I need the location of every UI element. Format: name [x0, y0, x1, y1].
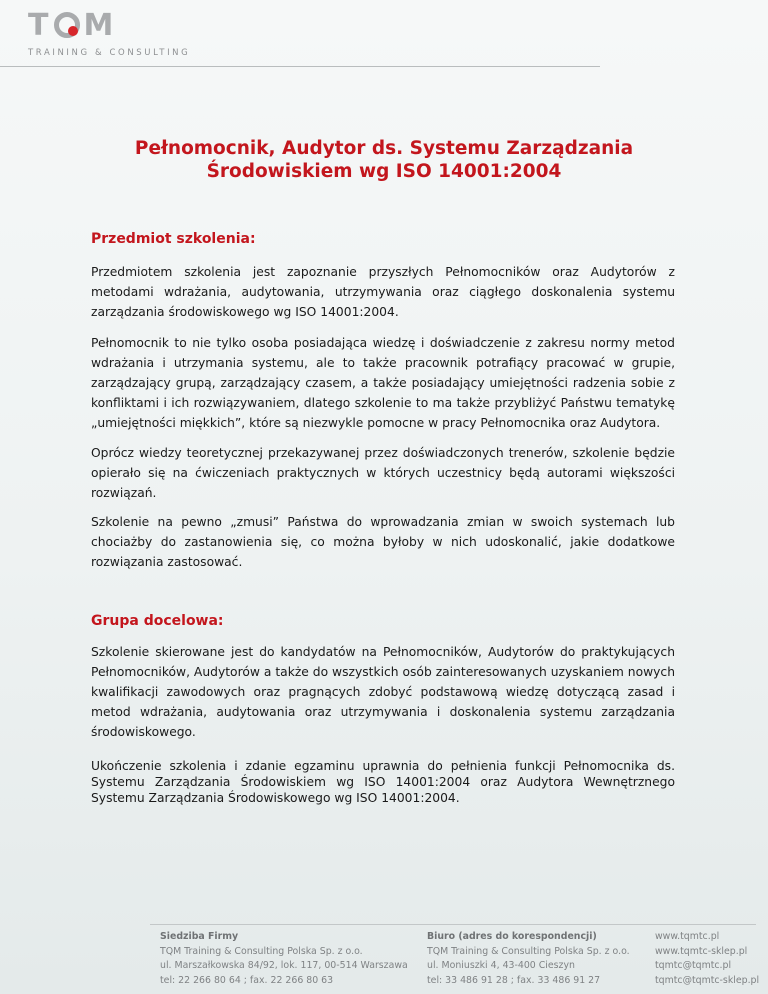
footer-divider [150, 924, 756, 925]
footer-heading: Biuro (adres do korespondencji) [427, 931, 597, 942]
logo-tagline: TRAINING & CONSULTING [28, 48, 191, 58]
paragraph: Szkolenie skierowane jest do kandydatów na Pełnomocników, Audytorów do praktykujących Pełnomocników, Audytorów a także do wszystkich osób zainteresowanych uzyskaniem nowych kwalifikacji zawodowych oraz pragnących zdobyć podstawową wiedzę dotyczącą zasad i metod wdrażania, audytowania oraz utrzymywania i doskonalenia systemu zarządzania środowiskowego. [91, 645, 675, 739]
logo-q-mark [54, 12, 80, 38]
title-line-2: Środowiskiem wg ISO 14001:2004 [206, 161, 562, 182]
section-heading-target-group: Grupa docelowa: [91, 613, 224, 629]
paragraph: Przedmiotem szkolenia jest zapoznanie przyszłych Pełnomocników oraz Audytorów z metodami wdrażania, audytowania, utrzymywania oraz ciągłego doskonalenia systemu zarządzania środowiskowego wg ISO 14001:2004. [91, 265, 675, 319]
footer-heading: Siedziba Firmy [160, 931, 239, 942]
paragraph: Pełnomocnik to nie tylko osoba posiadająca wiedzę i doświadczenie z zakresu normy metod wdrażania i utrzymania systemu, ale to także pracownik potrafiący pracować w grupie, zarządzający grupą, zarządzający czasem, a także posiadający umiejętności radzenia sobie z konfliktami i ich rozwiązywaniem, dlatego szkolenie to ma także przybliżyć Państwu tematykę „umiejętności miękkich”, które są niezwykle pomocne w pracy Pełnomocnika oraz Audytora. [91, 336, 675, 430]
footer-email-link[interactable]: tqmtc@tqmtc.pl [655, 960, 732, 972]
logo-wordmark: T M [28, 8, 119, 43]
company-logo [28, 8, 191, 60]
footer-headquarters [160, 930, 408, 988]
footer-shop-link[interactable]: www.tqmtc-sklep.pl [655, 945, 748, 957]
footer-phones: tel: 22 266 80 64 ; fax. 22 266 80 63 [160, 974, 334, 986]
document-title [60, 137, 708, 183]
paragraph: Szkolenie na pewno „zmusi” Państwa do wprowadzania zmian w swoich systemach lub chociażby do zastanowienia się, co można byłoby w nich udoskonalić, jakie dodatkowe rozwiązania zastosować. [91, 515, 675, 569]
footer-web-contacts [655, 930, 759, 988]
footer-office [427, 930, 630, 988]
footer-shop-email-link[interactable]: tqmtc@tqmtc-sklep.pl [655, 974, 760, 986]
footer-website-link[interactable]: www.tqmtc.pl [655, 931, 720, 942]
title-line-1: Pełnomocnik, Audytor ds. Systemu Zarządzania [134, 138, 634, 159]
paragraph: Ukończenie szkolenia i zdanie egzaminu uprawnia do pełnienia funkcji Pełnomocnika ds. Systemu Zarządzania Środowiskiem wg ISO 14001:2004 oraz Audytora Wewnętrznego Systemu Zarządzania Środowiskowego wg ISO 14001:2004. [91, 759, 675, 805]
footer-phones: tel: 33 486 91 28 ; fax. 33 486 91 27 [427, 974, 601, 986]
header-divider [0, 66, 600, 67]
footer-address: ul. Moniuszki 4, 43-400 Cieszyn [427, 960, 575, 972]
footer-company: TQM Training & Consulting Polska Sp. z o.o. [160, 945, 363, 957]
paragraph: Oprócz wiedzy teoretycznej przekazywanej przez doświadczonych trenerów, szkolenie będzie opierało się na ćwiczeniach praktycznych w których uczestnicy będą autorami większości rozwiązań. [91, 446, 675, 500]
footer-address: ul. Marszałkowska 84/92, lok. 117, 00-514 Warszawa [160, 960, 408, 972]
footer-company: TQM Training & Consulting Polska Sp. z o.o. [427, 945, 630, 957]
section-heading-subject: Przedmiot szkolenia: [91, 231, 256, 247]
